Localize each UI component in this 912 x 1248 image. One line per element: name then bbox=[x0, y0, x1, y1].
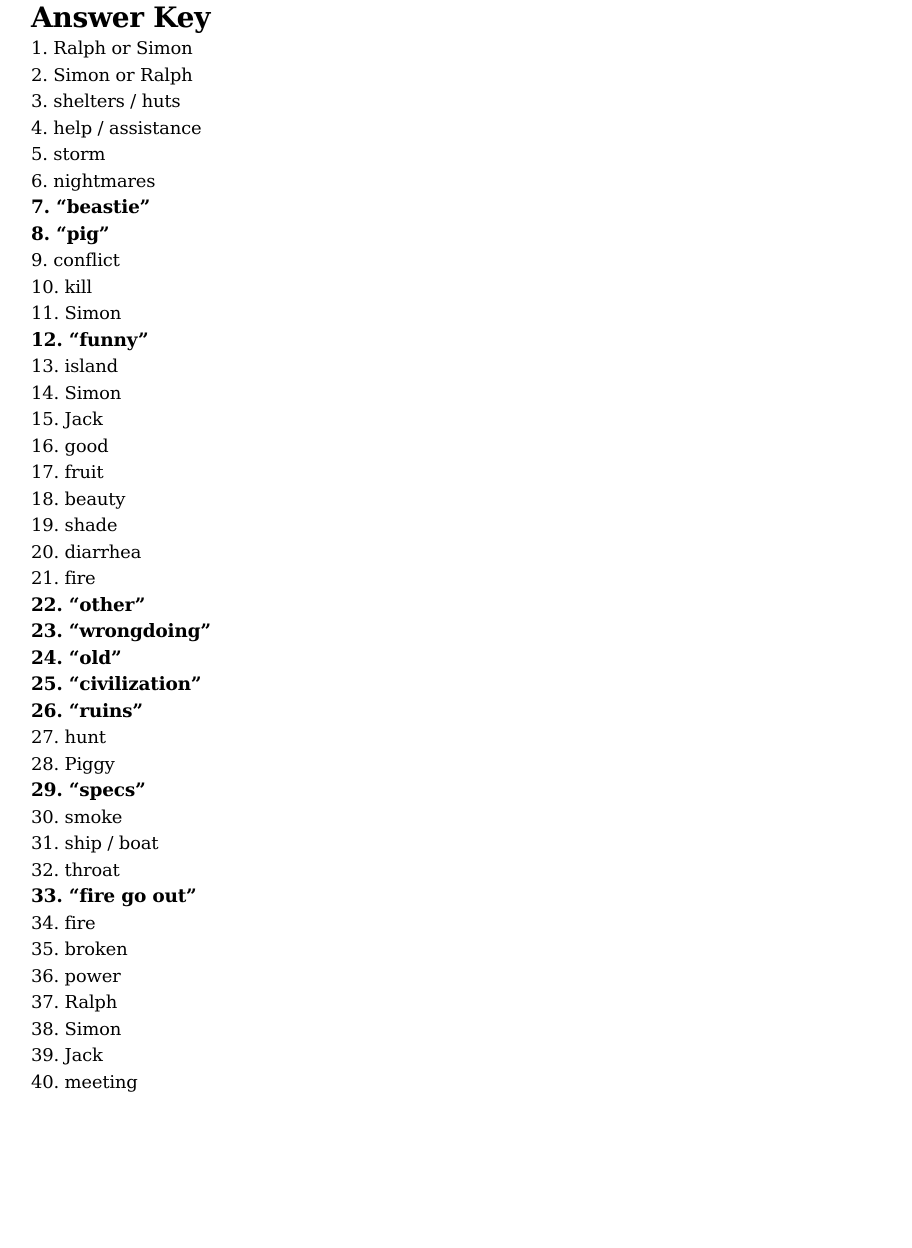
answer-item: 28. Piggy bbox=[31, 753, 115, 775]
answer-item: 3. shelters / huts bbox=[31, 91, 181, 112]
answer-item: 38. Simon bbox=[31, 1018, 122, 1040]
answer-item: 15. Jack bbox=[31, 409, 103, 430]
answer-item: 5. storm bbox=[31, 144, 106, 165]
answer-item: 32. throat bbox=[31, 859, 120, 881]
answer-item: 25. “civilization” bbox=[31, 674, 202, 695]
answer-item: 13. island bbox=[31, 356, 118, 377]
answer-item: 20. diarrhea bbox=[31, 541, 142, 563]
answer-item: 4. help / assistance bbox=[31, 117, 202, 139]
answer-key-document bbox=[31, 0, 891, 1096]
answer-item: 24. “old” bbox=[31, 647, 122, 669]
answer-item: 40. meeting bbox=[31, 1071, 138, 1093]
answer-item: 39. Jack bbox=[31, 1045, 103, 1066]
answer-item: 10. kill bbox=[31, 276, 92, 298]
answer-item: 12. “funny” bbox=[31, 329, 149, 351]
answer-item: 22. “other” bbox=[31, 594, 146, 616]
answer-item: 37. Ralph bbox=[31, 992, 118, 1013]
answer-item: 8. “pig” bbox=[31, 223, 110, 245]
answer-item: 19. shade bbox=[31, 515, 118, 536]
answer-item: 35. broken bbox=[31, 939, 128, 960]
answer-item: 1. Ralph or Simon bbox=[31, 38, 193, 59]
answer-item: 7. “beastie” bbox=[31, 197, 151, 218]
answer-item: 34. fire bbox=[31, 912, 96, 934]
answer-item: 27. hunt bbox=[31, 727, 106, 748]
answer-item: 6. nightmares bbox=[31, 170, 156, 192]
answer-item: 31. ship / boat bbox=[31, 833, 159, 854]
page-title: Answer Key bbox=[31, 1, 211, 34]
answer-item: 21. fire bbox=[31, 568, 96, 589]
answer-item: 17. fruit bbox=[31, 462, 104, 483]
answer-item: 14. Simon bbox=[31, 382, 122, 404]
answer-item: 33. “fire go out” bbox=[31, 886, 197, 907]
answer-item: 11. Simon bbox=[31, 303, 122, 324]
answer-item: 9. conflict bbox=[31, 250, 120, 271]
answer-item: 30. smoke bbox=[31, 806, 123, 828]
answer-item: 2. Simon or Ralph bbox=[31, 64, 193, 86]
answer-item: 29. “specs” bbox=[31, 780, 146, 801]
answer-item: 36. power bbox=[31, 965, 121, 987]
answer-item: 18. beauty bbox=[31, 488, 126, 510]
answer-item: 23. “wrongdoing” bbox=[31, 621, 211, 642]
answer-item: 26. “ruins” bbox=[31, 700, 143, 722]
answer-item: 16. good bbox=[31, 435, 109, 457]
answer-list bbox=[31, 36, 891, 1096]
